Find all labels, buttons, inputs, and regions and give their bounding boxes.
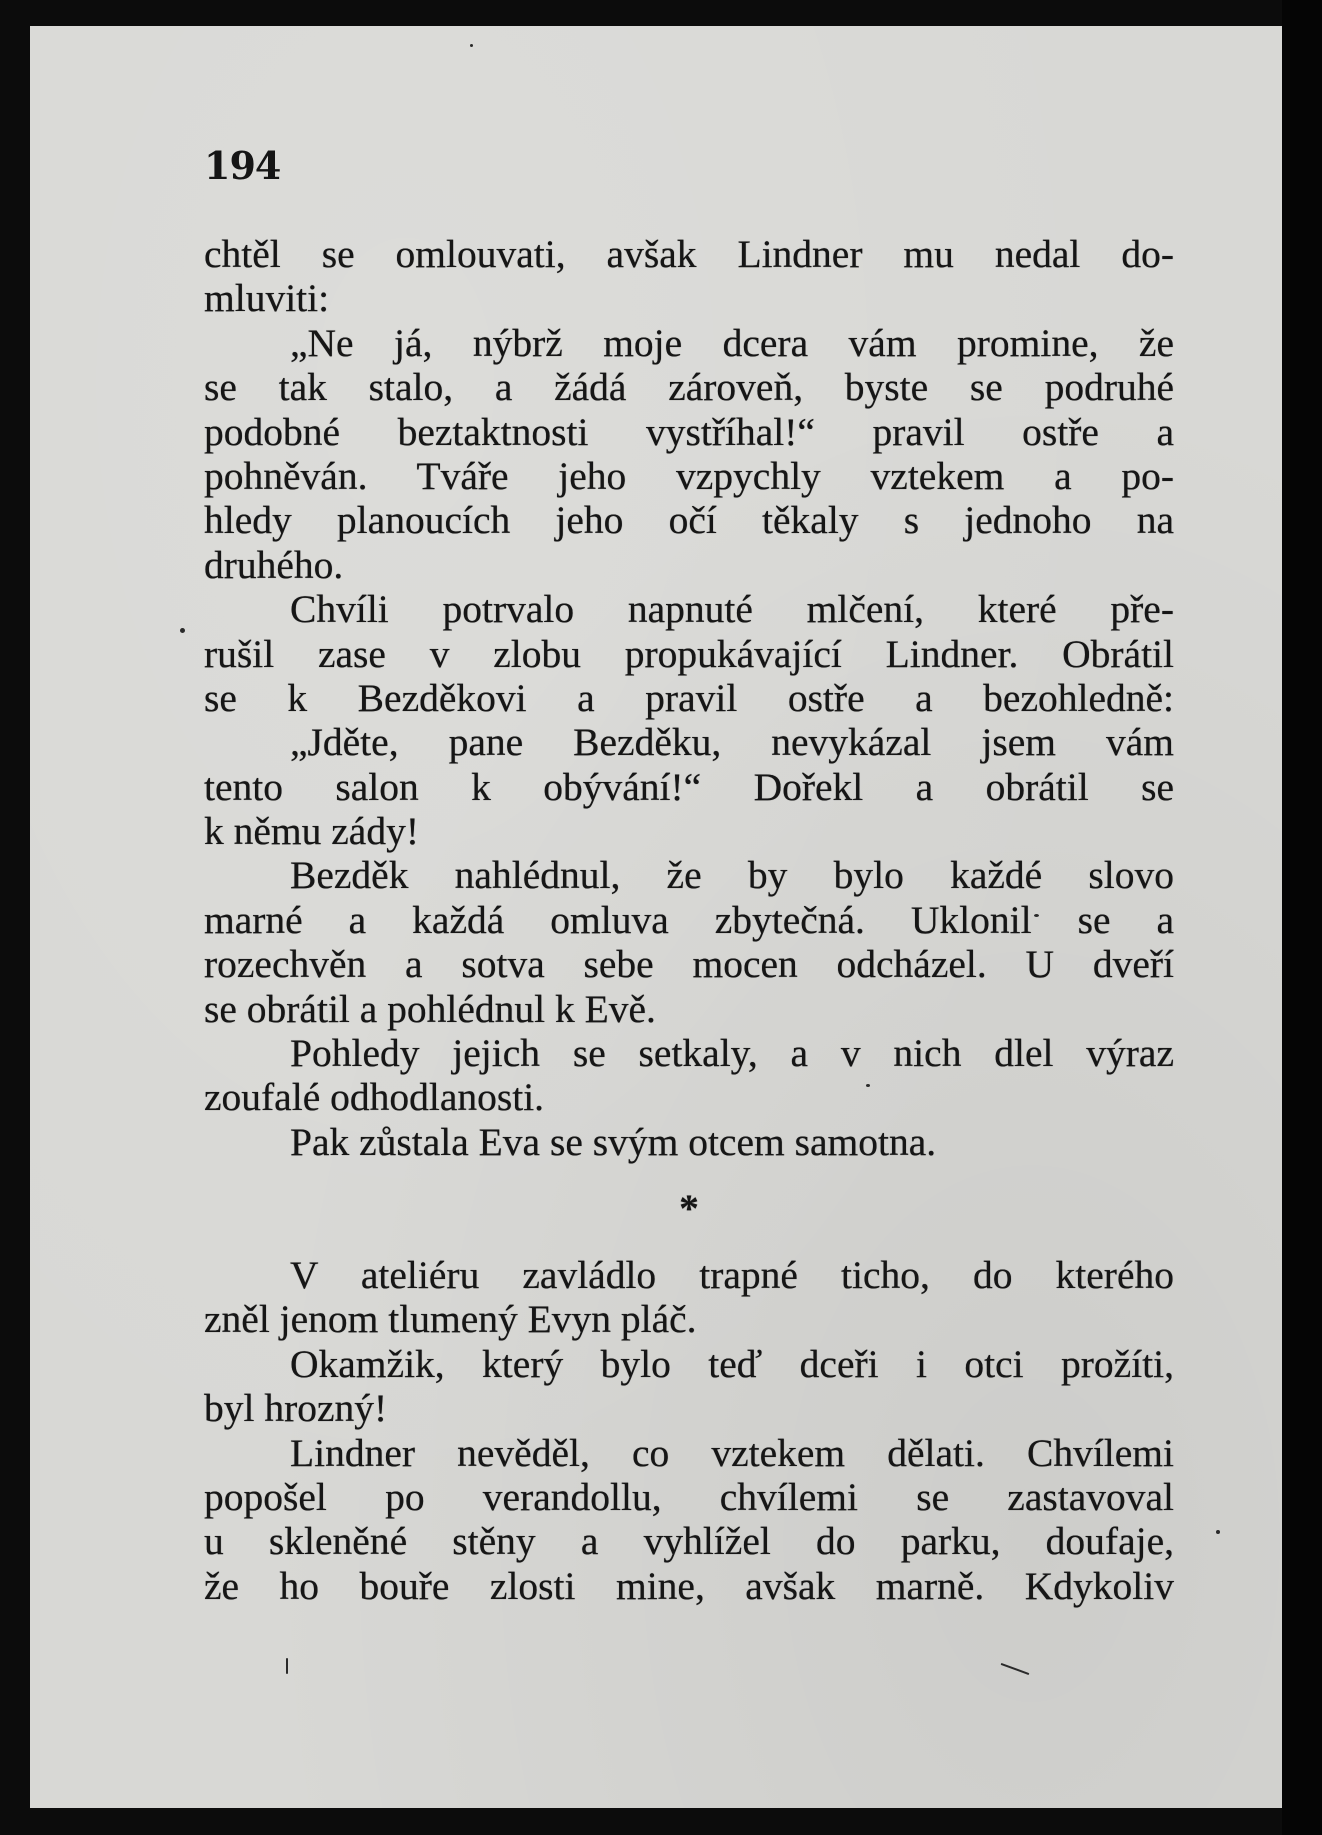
section-separator: * xyxy=(679,1186,699,1231)
scan-edge xyxy=(1282,0,1322,1835)
text-line: se tak stalo, a žádá zároveň, byste se podruhé xyxy=(204,365,1174,410)
text-line: rušil zase v zlobu propukávající Lindner. Obrátil xyxy=(204,631,1174,676)
scratch-mark xyxy=(1001,1663,1030,1675)
text-line: „Ne já, nýbrž moje dcera vám promine, že xyxy=(290,320,1174,365)
dust-speck xyxy=(1216,1530,1220,1534)
text-line: Okamžik, který bylo teď dceři i otci prožíti, xyxy=(290,1341,1174,1386)
text-line: hledy planoucích jeho očí těkaly s jednoho na xyxy=(204,498,1174,543)
text-line: „Jděte, pane Bezděku, nevykázal jsem vám xyxy=(290,720,1174,765)
text-line: k němu zády! xyxy=(204,809,419,854)
text-line: Pohledy jejich se setkaly, a v nich dlel výraz xyxy=(290,1031,1174,1076)
text-line: tento salon k obývání!“ Dořekl a obrátil se xyxy=(204,764,1174,809)
text-line: Pak zůstala Eva se svým otcem samotna. xyxy=(290,1119,937,1164)
text-line: byl hrozný! xyxy=(204,1386,388,1431)
text-line: chtěl se omlouvati, avšak Lindner mu nedal do- xyxy=(204,232,1174,276)
text-line: Chvíli potrvalo napnuté mlčení, které pře- xyxy=(290,587,1174,632)
text-line: se obrátil a pohlédnul k Evě. xyxy=(204,986,656,1031)
text-line: že ho bouře zlosti mine, avšak marně. Kdykoliv xyxy=(204,1563,1174,1608)
text-line: u skleněné stěny a vyhlížel do parku, doufaje, xyxy=(204,1519,1174,1564)
text-line: popošel po verandollu, chvílemi se zastavoval xyxy=(204,1474,1174,1519)
text-line: pohněván. Tváře jeho vzpychly vztekem a po- xyxy=(204,453,1174,498)
text-line: V ateliéru zavládlo trapné ticho, do kterého xyxy=(290,1253,1174,1297)
text-line: zoufalé odhodlanosti. xyxy=(204,1075,545,1120)
body-text xyxy=(204,232,1174,1608)
text-line: druhého. xyxy=(204,542,344,587)
text-line: se k Bezděkovi a pravil ostře a bezohledně: xyxy=(204,675,1174,720)
text-line: rozechvěn a sotva sebe mocen odcházel. U dveří xyxy=(204,942,1174,987)
text-line: mluviti: xyxy=(204,276,330,321)
page-number: 194 xyxy=(204,143,281,188)
dust-speck xyxy=(470,44,473,47)
text-line: Lindner nevěděl, co vztekem dělati. Chvílemi xyxy=(290,1430,1174,1475)
dust-speck xyxy=(180,628,185,633)
text-line: zněl jenom tlumený Evyn pláč. xyxy=(204,1297,697,1342)
scratch-mark xyxy=(286,1658,288,1674)
text-line: Bezděk nahlédnul, že by bylo každé slovo xyxy=(290,853,1174,898)
text-line: marné a každá omluva zbytečná. Uklonil se a xyxy=(204,897,1174,942)
text-line: podobné beztaktnosti vystříhal!“ pravil ostře a xyxy=(204,409,1174,454)
